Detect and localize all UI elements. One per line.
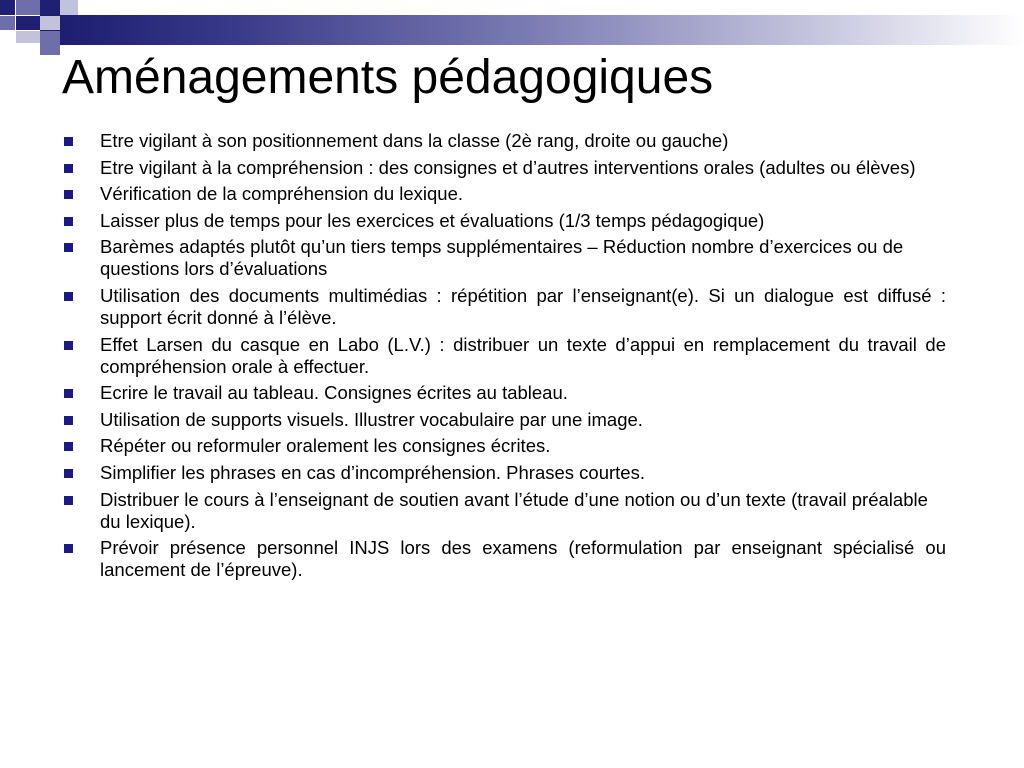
- decorative-square: [40, 43, 60, 55]
- square-bullet-icon: [64, 137, 73, 146]
- square-bullet-icon: [64, 292, 73, 301]
- decorative-square: [40, 0, 60, 15]
- square-bullet-icon: [64, 389, 73, 398]
- square-bullet-icon: [64, 190, 73, 199]
- decorative-square: [40, 31, 60, 43]
- bullet-item: Barèmes adaptés plutôt qu’un tiers temps supplémentaires – Réduction nombre d’exercices ou de questions lors d’évaluations: [62, 236, 946, 280]
- decorative-square: [16, 31, 40, 43]
- bullet-item: Répéter ou reformuler oralement les consignes écrites.: [62, 435, 946, 457]
- bullet-item: Etre vigilant à la compréhension : des consignes et d’autres interventions orales (adultes ou élèves): [62, 157, 946, 179]
- bullet-item: Etre vigilant à son positionnement dans la classe (2è rang, droite ou gauche): [62, 130, 946, 152]
- decorative-square: [16, 0, 40, 15]
- bullet-item: Utilisation de supports visuels. Illustrer vocabulaire par une image.: [62, 409, 946, 431]
- square-bullet-icon: [64, 442, 73, 451]
- bullet-item: Laisser plus de temps pour les exercices et évaluations (1/3 temps pédagogique): [62, 210, 946, 232]
- decorative-square: [60, 0, 78, 15]
- bullet-list: [62, 130, 946, 586]
- decorative-square: [40, 16, 60, 30]
- bullet-item: Simplifier les phrases en cas d’incompréhension. Phrases courtes.: [62, 462, 946, 484]
- bullet-item: Utilisation des documents multimédias : répétition par l’enseignant(e). Si un dialogue est diffusé : support écrit donné à l’élève.: [62, 285, 946, 329]
- bullet-item: Vérification de la compréhension du lexique.: [62, 183, 946, 205]
- bullet-item: Prévoir présence personnel INJS lors des examens (reformulation par enseignant spécialisé ou lancement de l’épreuve).: [62, 537, 946, 581]
- slide-title: Aménagements pédagogiques: [62, 51, 714, 104]
- square-bullet-icon: [64, 243, 73, 252]
- square-bullet-icon: [64, 496, 73, 505]
- header-gradient-bar: [40, 15, 1024, 45]
- square-bullet-icon: [64, 544, 73, 553]
- square-bullet-icon: [64, 217, 73, 226]
- bullet-item: Ecrire le travail au tableau. Consignes écrites au tableau.: [62, 382, 946, 404]
- square-bullet-icon: [64, 469, 73, 478]
- decorative-square: [0, 0, 15, 15]
- decorative-square: [16, 16, 40, 30]
- square-bullet-icon: [64, 341, 73, 350]
- square-bullet-icon: [64, 164, 73, 173]
- bullet-item: Effet Larsen du casque en Labo (L.V.) : distribuer un texte d’appui en remplacement du travail de compréhension orale à effectuer.: [62, 334, 946, 378]
- bullet-item: Distribuer le cours à l’enseignant de soutien avant l’étude d’une notion ou d’un texte (travail préalable du lexique).: [62, 489, 946, 533]
- decorative-square: [0, 16, 15, 30]
- square-bullet-icon: [64, 416, 73, 425]
